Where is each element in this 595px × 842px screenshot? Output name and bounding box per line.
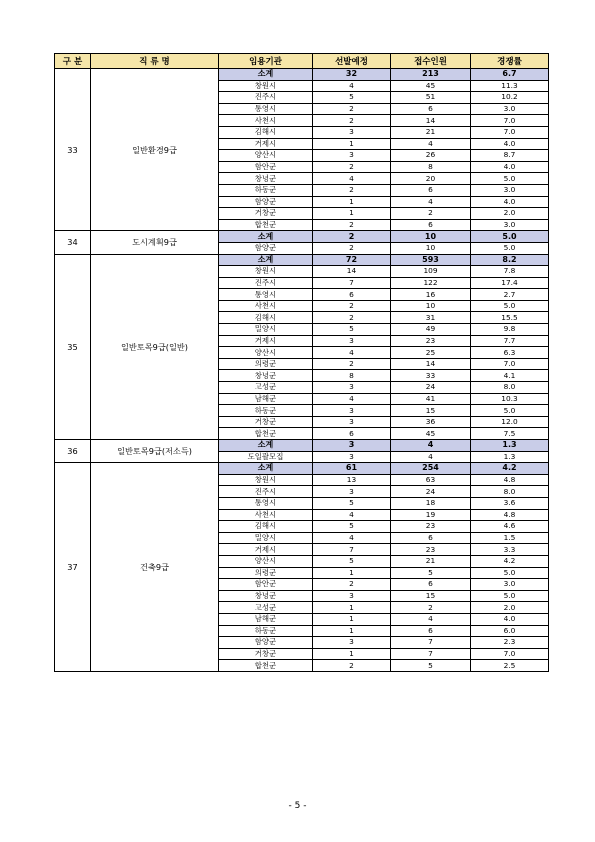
ratio-cell: 6.7	[471, 69, 549, 81]
planned-cell: 2	[313, 660, 391, 672]
planned-cell: 1	[313, 567, 391, 579]
applicants-cell: 25	[391, 347, 471, 359]
agency-cell: 사천시	[219, 115, 313, 127]
planned-cell: 3	[313, 382, 391, 394]
agency-cell: 함양군	[219, 242, 313, 254]
planned-cell: 1	[313, 208, 391, 220]
agency-cell: 양산시	[219, 150, 313, 162]
applicants-cell: 19	[391, 509, 471, 521]
planned-cell: 3	[313, 486, 391, 498]
planned-cell: 4	[313, 173, 391, 185]
group-number: 36	[55, 440, 91, 463]
job-type-name: 일반토목9급(저소득)	[91, 440, 219, 463]
agency-cell: 창녕군	[219, 370, 313, 382]
planned-cell: 14	[313, 266, 391, 278]
subtotal-row	[55, 231, 549, 243]
applicants-cell: 24	[391, 486, 471, 498]
applicants-cell: 21	[391, 555, 471, 567]
applicants-cell: 254	[391, 463, 471, 475]
ratio-cell: 3.3	[471, 544, 549, 556]
planned-cell: 6	[313, 289, 391, 301]
agency-cell: 통영시	[219, 497, 313, 509]
applicants-cell: 10	[391, 231, 471, 243]
applicants-cell: 4	[391, 196, 471, 208]
group-number: 35	[55, 254, 91, 440]
planned-cell: 2	[313, 103, 391, 115]
agency-cell: 양산시	[219, 347, 313, 359]
header-job-type: 직 류 명	[91, 54, 219, 69]
applicants-cell: 6	[391, 532, 471, 544]
planned-cell: 4	[313, 509, 391, 521]
ratio-cell: 6.0	[471, 625, 549, 637]
agency-cell: 진주시	[219, 486, 313, 498]
subtotal-row	[55, 254, 549, 266]
applicants-cell: 45	[391, 80, 471, 92]
agency-cell: 합천군	[219, 428, 313, 440]
planned-cell: 2	[313, 242, 391, 254]
planned-cell: 3	[313, 440, 391, 452]
agency-cell: 고성군	[219, 382, 313, 394]
header-applicants: 접수인원	[391, 54, 471, 69]
ratio-cell: 10.3	[471, 393, 549, 405]
ratio-cell: 2.0	[471, 602, 549, 614]
planned-cell: 1	[313, 625, 391, 637]
applicants-cell: 23	[391, 544, 471, 556]
agency-cell: 함양군	[219, 637, 313, 649]
group-number: 34	[55, 231, 91, 254]
planned-cell: 2	[313, 312, 391, 324]
ratio-cell: 4.6	[471, 521, 549, 533]
header-category: 구 분	[55, 54, 91, 69]
ratio-cell: 5.0	[471, 590, 549, 602]
header-agency: 임용기관	[219, 54, 313, 69]
applicants-cell: 51	[391, 92, 471, 104]
ratio-cell: 12.0	[471, 416, 549, 428]
ratio-cell: 15.5	[471, 312, 549, 324]
planned-cell: 3	[313, 126, 391, 138]
applicants-cell: 36	[391, 416, 471, 428]
planned-cell: 4	[313, 532, 391, 544]
agency-cell: 합천군	[219, 219, 313, 231]
applicants-cell: 4	[391, 451, 471, 463]
page-number: - 5 -	[288, 801, 307, 811]
planned-cell: 7	[313, 277, 391, 289]
agency-cell: 진주시	[219, 92, 313, 104]
ratio-cell: 1.3	[471, 440, 549, 452]
job-type-name: 건축9급	[91, 463, 219, 672]
planned-cell: 2	[313, 231, 391, 243]
agency-cell: 거창군	[219, 208, 313, 220]
agency-cell: 김해시	[219, 312, 313, 324]
ratio-cell: 11.3	[471, 80, 549, 92]
agency-cell: 김해시	[219, 126, 313, 138]
applicants-cell: 4	[391, 440, 471, 452]
applicants-cell: 6	[391, 219, 471, 231]
planned-cell: 4	[313, 347, 391, 359]
agency-cell: 함안군	[219, 579, 313, 591]
applicants-cell: 14	[391, 358, 471, 370]
applicants-cell: 23	[391, 521, 471, 533]
planned-cell: 6	[313, 428, 391, 440]
agency-cell: 통영시	[219, 289, 313, 301]
ratio-cell: 1.5	[471, 532, 549, 544]
ratio-cell: 5.0	[471, 242, 549, 254]
applicants-cell: 10	[391, 242, 471, 254]
ratio-cell: 10.2	[471, 92, 549, 104]
applicants-cell: 4	[391, 138, 471, 150]
agency-cell: 통영시	[219, 103, 313, 115]
ratio-cell: 3.0	[471, 184, 549, 196]
agency-cell: 소계	[219, 463, 313, 475]
planned-cell: 3	[313, 150, 391, 162]
planned-cell: 5	[313, 555, 391, 567]
group-number: 33	[55, 69, 91, 231]
agency-cell: 거제시	[219, 335, 313, 347]
applicants-cell: 10	[391, 300, 471, 312]
planned-cell: 1	[313, 648, 391, 660]
planned-cell: 7	[313, 544, 391, 556]
planned-cell: 3	[313, 405, 391, 417]
planned-cell: 1	[313, 196, 391, 208]
ratio-cell: 8.7	[471, 150, 549, 162]
agency-cell: 진주시	[219, 277, 313, 289]
planned-cell: 4	[313, 80, 391, 92]
subtotal-row	[55, 463, 549, 475]
ratio-cell: 5.0	[471, 231, 549, 243]
agency-cell: 소계	[219, 231, 313, 243]
planned-cell: 5	[313, 92, 391, 104]
ratio-cell: 8.0	[471, 382, 549, 394]
agency-cell: 사천시	[219, 509, 313, 521]
applicants-cell: 26	[391, 150, 471, 162]
planned-cell: 2	[313, 115, 391, 127]
ratio-cell: 4.0	[471, 196, 549, 208]
applicants-cell: 213	[391, 69, 471, 81]
agency-cell: 고성군	[219, 602, 313, 614]
subtotal-row	[55, 69, 549, 81]
planned-cell: 1	[313, 138, 391, 150]
applicants-cell: 18	[391, 497, 471, 509]
applicants-cell: 14	[391, 115, 471, 127]
agency-cell: 함양군	[219, 196, 313, 208]
planned-cell: 8	[313, 370, 391, 382]
planned-cell: 72	[313, 254, 391, 266]
ratio-cell: 4.1	[471, 370, 549, 382]
agency-cell: 창원시	[219, 266, 313, 278]
ratio-cell: 6.3	[471, 347, 549, 359]
planned-cell: 32	[313, 69, 391, 81]
applicants-cell: 20	[391, 173, 471, 185]
applicants-cell: 45	[391, 428, 471, 440]
applicants-cell: 6	[391, 184, 471, 196]
ratio-cell: 3.6	[471, 497, 549, 509]
recruitment-table	[54, 53, 549, 672]
header-ratio: 경쟁률	[471, 54, 549, 69]
applicants-cell: 31	[391, 312, 471, 324]
ratio-cell: 2.3	[471, 637, 549, 649]
ratio-cell: 5.0	[471, 300, 549, 312]
applicants-cell: 24	[391, 382, 471, 394]
planned-cell: 61	[313, 463, 391, 475]
agency-cell: 거제시	[219, 544, 313, 556]
ratio-cell: 4.8	[471, 509, 549, 521]
ratio-cell: 17.4	[471, 277, 549, 289]
ratio-cell: 7.0	[471, 115, 549, 127]
applicants-cell: 5	[391, 660, 471, 672]
agency-cell: 거제시	[219, 138, 313, 150]
applicants-cell: 5	[391, 567, 471, 579]
applicants-cell: 7	[391, 637, 471, 649]
ratio-cell: 3.0	[471, 219, 549, 231]
planned-cell: 3	[313, 451, 391, 463]
ratio-cell: 4.0	[471, 138, 549, 150]
agency-cell: 의령군	[219, 358, 313, 370]
planned-cell: 3	[313, 637, 391, 649]
ratio-cell: 7.0	[471, 126, 549, 138]
applicants-cell: 109	[391, 266, 471, 278]
ratio-cell: 5.0	[471, 405, 549, 417]
ratio-cell: 7.8	[471, 266, 549, 278]
ratio-cell: 5.0	[471, 173, 549, 185]
agency-cell: 남해군	[219, 393, 313, 405]
applicants-cell: 8	[391, 161, 471, 173]
ratio-cell: 3.0	[471, 103, 549, 115]
ratio-cell: 7.7	[471, 335, 549, 347]
planned-cell: 5	[313, 497, 391, 509]
planned-cell: 13	[313, 474, 391, 486]
group-number: 37	[55, 463, 91, 672]
ratio-cell: 1.3	[471, 451, 549, 463]
applicants-cell: 4	[391, 613, 471, 625]
agency-cell: 밀양시	[219, 324, 313, 336]
table-body	[55, 69, 549, 672]
applicants-cell: 41	[391, 393, 471, 405]
ratio-cell: 2.0	[471, 208, 549, 220]
ratio-cell: 4.8	[471, 474, 549, 486]
agency-cell: 소계	[219, 69, 313, 81]
header-row	[55, 54, 549, 69]
agency-cell: 함안군	[219, 161, 313, 173]
applicants-cell: 63	[391, 474, 471, 486]
planned-cell: 2	[313, 358, 391, 370]
planned-cell: 1	[313, 602, 391, 614]
applicants-cell: 593	[391, 254, 471, 266]
applicants-cell: 7	[391, 648, 471, 660]
ratio-cell: 8.0	[471, 486, 549, 498]
agency-cell: 밀양시	[219, 532, 313, 544]
applicants-cell: 23	[391, 335, 471, 347]
planned-cell: 3	[313, 416, 391, 428]
subtotal-row	[55, 440, 549, 452]
job-type-name: 일반토목9급(일반)	[91, 254, 219, 440]
planned-cell: 5	[313, 324, 391, 336]
ratio-cell: 7.0	[471, 648, 549, 660]
agency-cell: 창원시	[219, 474, 313, 486]
planned-cell: 5	[313, 521, 391, 533]
agency-cell: 소계	[219, 440, 313, 452]
agency-cell: 창녕군	[219, 590, 313, 602]
ratio-cell: 3.0	[471, 579, 549, 591]
applicants-cell: 16	[391, 289, 471, 301]
ratio-cell: 9.8	[471, 324, 549, 336]
applicants-cell: 2	[391, 602, 471, 614]
ratio-cell: 5.0	[471, 567, 549, 579]
ratio-cell: 2.7	[471, 289, 549, 301]
planned-cell: 2	[313, 300, 391, 312]
planned-cell: 2	[313, 161, 391, 173]
applicants-cell: 15	[391, 590, 471, 602]
header-planned: 선발예정	[313, 54, 391, 69]
planned-cell: 1	[313, 613, 391, 625]
agency-cell: 소계	[219, 254, 313, 266]
job-type-name: 도시계획9급	[91, 231, 219, 254]
agency-cell: 창녕군	[219, 173, 313, 185]
ratio-cell: 4.0	[471, 161, 549, 173]
applicants-cell: 6	[391, 625, 471, 637]
ratio-cell: 7.0	[471, 358, 549, 370]
ratio-cell: 2.5	[471, 660, 549, 672]
planned-cell: 3	[313, 590, 391, 602]
applicants-cell: 6	[391, 579, 471, 591]
agency-cell: 하동군	[219, 405, 313, 417]
agency-cell: 합천군	[219, 660, 313, 672]
ratio-cell: 4.2	[471, 463, 549, 475]
planned-cell: 2	[313, 219, 391, 231]
applicants-cell: 15	[391, 405, 471, 417]
applicants-cell: 21	[391, 126, 471, 138]
agency-cell: 김해시	[219, 521, 313, 533]
applicants-cell: 49	[391, 324, 471, 336]
agency-cell: 사천시	[219, 300, 313, 312]
ratio-cell: 4.2	[471, 555, 549, 567]
agency-cell: 의령군	[219, 567, 313, 579]
applicants-cell: 6	[391, 103, 471, 115]
agency-cell: 하동군	[219, 184, 313, 196]
applicants-cell: 2	[391, 208, 471, 220]
planned-cell: 3	[313, 335, 391, 347]
ratio-cell: 4.0	[471, 613, 549, 625]
applicants-cell: 33	[391, 370, 471, 382]
agency-cell: 거창군	[219, 416, 313, 428]
agency-cell: 양산시	[219, 555, 313, 567]
agency-cell: 남해군	[219, 613, 313, 625]
agency-cell: 거창군	[219, 648, 313, 660]
ratio-cell: 7.5	[471, 428, 549, 440]
agency-cell: 도일괄모집	[219, 451, 313, 463]
ratio-cell: 8.2	[471, 254, 549, 266]
planned-cell: 2	[313, 579, 391, 591]
job-type-name: 일반환경9급	[91, 69, 219, 231]
applicants-cell: 122	[391, 277, 471, 289]
agency-cell: 창원시	[219, 80, 313, 92]
planned-cell: 4	[313, 393, 391, 405]
planned-cell: 2	[313, 184, 391, 196]
agency-cell: 하동군	[219, 625, 313, 637]
